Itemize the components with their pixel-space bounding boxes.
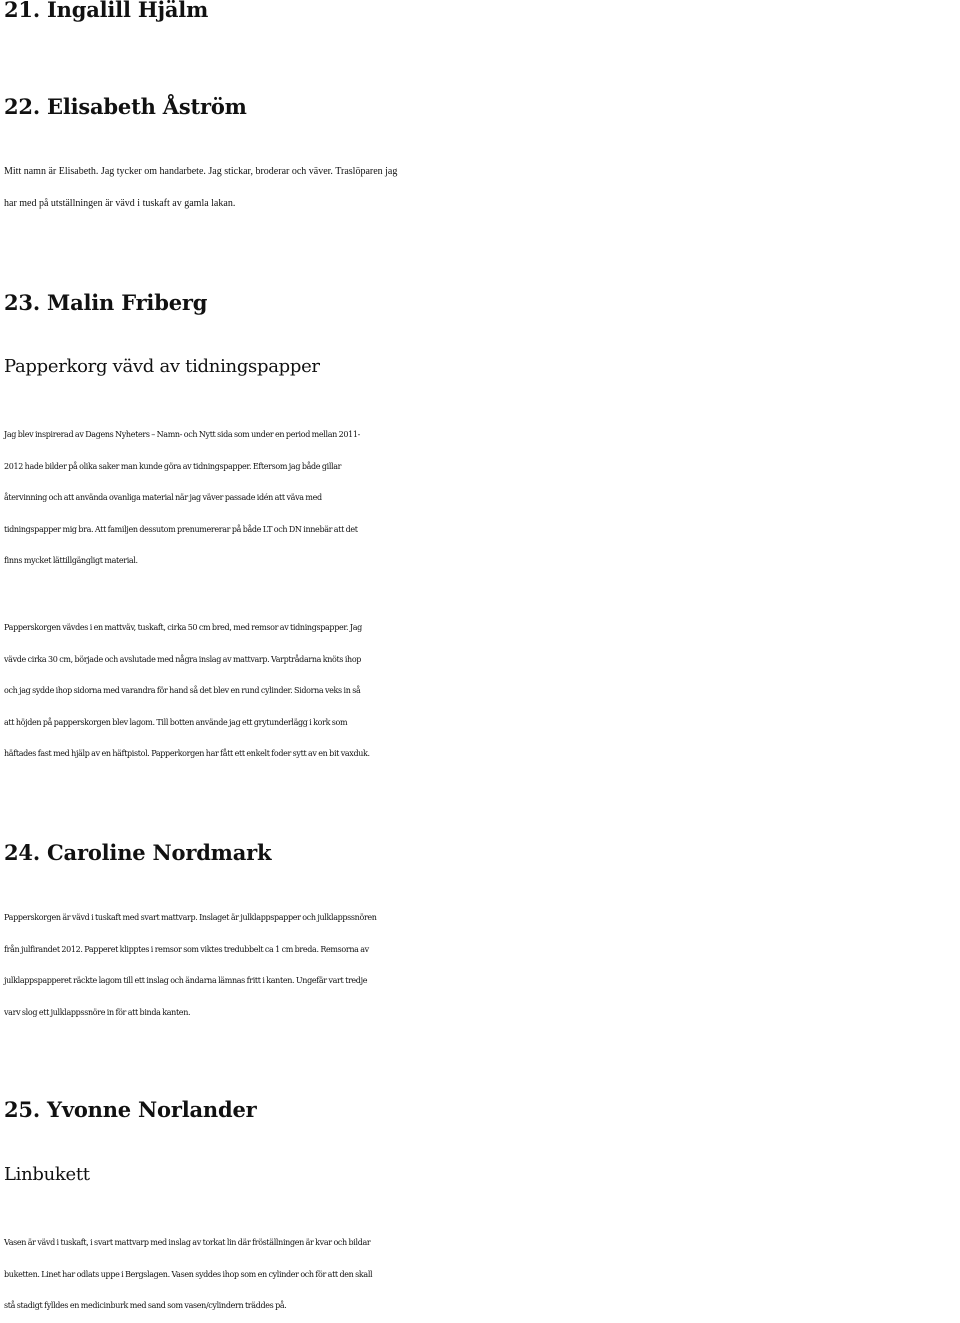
entry-25-heading: 25. Yvonne Norlander — [4, 1097, 257, 1122]
text-line: Papperskorgen vävdes i en mattväv, tuskaft, cirka 50 cm bred, med remsor av tidningspapper. Jag — [4, 623, 362, 632]
text-line: och jag sydde ihop sidorna med varandra för hand så det blev en rund cylinder. Sidorna veks in så — [4, 686, 361, 696]
entry-22-text — [4, 156, 960, 219]
text-line: att höjden på papperskorgen blev lagom. Till botten använde jag ett grytunderlägg i kork som — [4, 717, 348, 727]
entry-25-subtitle: Linbukett — [4, 1164, 90, 1185]
text-line: Jag blev inspirerad av Dagens Nyheters – Namn- och Nytt sida som under en period mellan 2011- — [4, 430, 360, 439]
entry-23-heading: 23. Malin Friberg — [4, 290, 208, 315]
entry-25-text — [4, 1227, 960, 1322]
text-line: 2012 hade bilder på olika saker man kunde göra av tidningspapper. Eftersom jag både gillar — [4, 461, 342, 471]
entry-23-subtitle: Papperkorg vävd av tidningspapper — [4, 356, 320, 377]
text-line: har med på utställningen är vävd i tuskaft av gamla lakan. — [4, 197, 236, 209]
text-line: från julfirandet 2012. Papperet klipptes i remsor som viktes tredubbelt ca 1 cm breda. Remsorna av — [4, 944, 369, 954]
text-line: Mitt namn är Elisabeth. Jag tycker om handarbete. Jag stickar, broderar och väver. Traslöparen jag — [4, 166, 398, 177]
entry-21-heading: 21. Ingalill Hjälm — [4, 0, 209, 22]
entry-24-text — [4, 902, 960, 1028]
entry-22-heading: 22. Elisabeth Åström — [4, 94, 247, 119]
text-line: varv slog ett julklappssnöre in för att binda kanten. — [4, 1007, 191, 1017]
text-line: vävde cirka 30 cm, började och avslutade med några inslag av mattvarp. Varptrådarna knöts ihop — [4, 654, 362, 664]
text-line: finns mycket lättillgängligt material. — [4, 556, 138, 566]
text-line: julklappspapperet räckte lagom till ett inslag och ändarna lämnas fritt i kanten. Ungefär vart tredje — [4, 976, 368, 986]
text-line: tidningspapper mig bra. Att familjen dessutom prenumererar på både LT och DN innebär att det — [4, 524, 358, 534]
entry-24-heading: 24. Caroline Nordmark — [4, 840, 272, 865]
text-line: stå stadigt fylldes en medicinburk med sand som vasen/cylindern träddes på. — [4, 1301, 287, 1311]
entry-23-paragraph-1 — [4, 419, 960, 577]
text-line: återvinning och att använda ovanliga material när jag väver passade idén att väva med — [4, 493, 322, 503]
text-line: buketten. Linet har odlats uppe i Bergslagen. Vasen syddes ihop som en cylinder och för att den skall — [4, 1269, 373, 1279]
text-line: Vasen är vävd i tuskaft, i svart mattvarp med inslag av torkat lin där fröställningen är kvar och bildar — [4, 1238, 371, 1247]
text-line: Papperskorgen är vävd i tuskaft med svart mattvarp. Inslaget är julklappspapper och julklappssnören — [4, 913, 377, 922]
text-line: häftades fast med hjälp av en häftpistol. Papperkorgen har fått ett enkelt foder sytt av en bit vaxduk. — [4, 749, 370, 759]
entry-23-paragraph-2 — [4, 612, 960, 770]
